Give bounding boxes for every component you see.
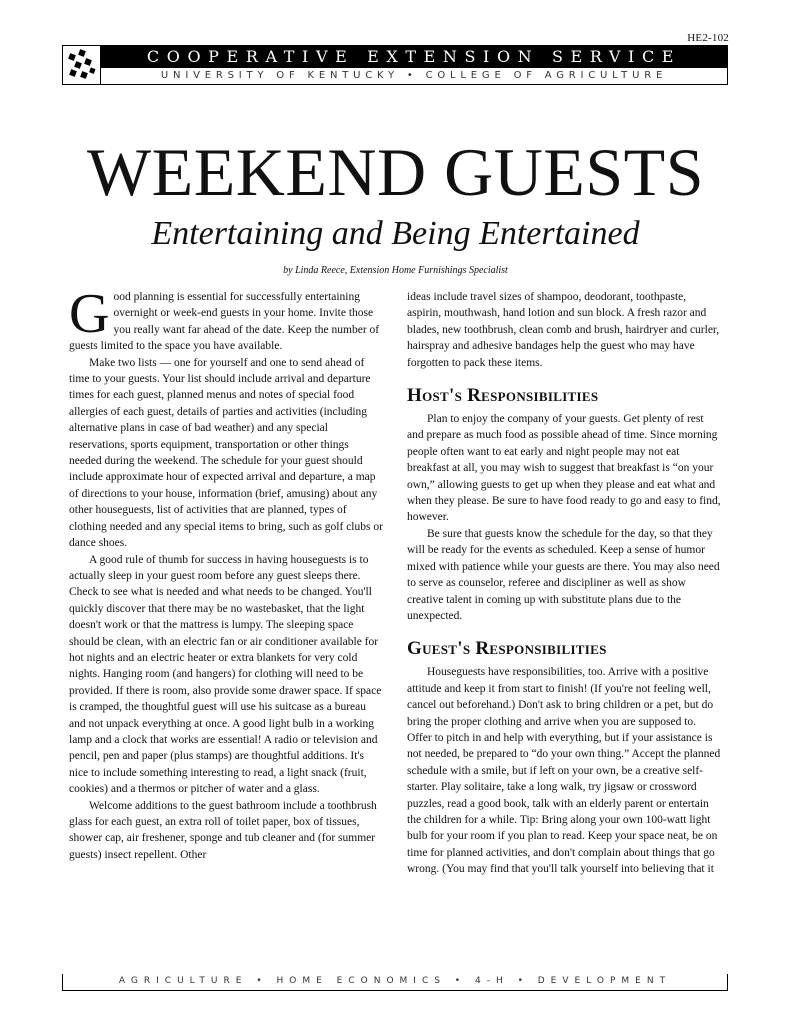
footer <box>62 974 728 991</box>
footer-text: AGRICULTURE • HOME ECONOMICS • 4-H • DEVELOPMENT <box>118 976 672 986</box>
paragraph: Houseguests have responsibilities, too. Arrive with a positive attitude and keep it from start to finish! (If you're not feeling well, cancel out beforehand.) Don't ask to bring children or a pet, but do bring the proper clothing and arrive when you are supposed to. Offer to pitch in and help with everything, but if your assistance is not needed, be prepared to “do your own thing.” Accept the planned schedule with a smile, but if left on your own, be a creative self-starter. Play solitaire, take a long walk, try jigsaw or crossword puzzles, read a good book, talk with an elderly parent or entertain the children for a while. Tip: Bring along your own 100-watt light bulb for your room if you plan to read. Keep your space neat, be on time for planned activities, and don't complain about things that go wrong. (You may find that you'll talk yourself into believing that it <box>407 666 721 876</box>
document-id: HE2-102 <box>687 32 729 44</box>
paragraph: A good rule of thumb for success in having houseguests is to actually sleep in your guest room before any guest sleeps there. Check to see what is needed and what needs to be changed. You'll quickly discover that there may be no wastebasket, that the light doesn't work or that the mattress is lumpy. The sleeping space should be clean, with an electric fan or air conditioner available for hot nights and an electric heater or extra blankets for very cold nights. Hanging room (and hangers) for clothing will need to be provided. If there is room, also provide some drawer space. If space is cramped, the thoughtful guest will use his suitcase as a bureau and not unpack everything at once. A good light bulb in a working lamp and a clock that works are essential! A radio or television and pencil, pen and paper (plus stamps) are thoughtful additions. It's nice to include something interesting to read, a light snack (fruit, cookies) and a thermos or pitcher of water and a glass. <box>69 553 382 796</box>
section-heading-guest: Guest's Responsibilities <box>407 638 607 660</box>
paragraph: ideas include travel sizes of shampoo, deodorant, toothpaste, aspirin, mouthwash, hand lotion and sun block. A fresh razor and blades, new toothbrush, clean comb and brush, hairdryer and curler, hairspray and adhesive bandages help the guest who may have forgotten to pack these items. <box>407 291 720 369</box>
paragraph-text: ood planning is essential for successfully entertaining overnight or week-end guests in your home. Invite those you really want far ahead of the date. Keep the number of guests limited to the space you have available. <box>69 291 380 353</box>
drop-cap: G <box>69 283 110 345</box>
left-column <box>69 283 383 863</box>
university-seal-icon <box>63 46 101 84</box>
page-title: WEEKEND GUESTS <box>86 134 705 210</box>
paragraph: Be sure that guests know the schedule for the day, so that they will be ready for the events as scheduled. Keep a sense of humor mixed with patience while your guests are there. You may also need to serve as counselor, referee and discipliner as well as show creative talent in coming up with substitute plans due to the unexpected. <box>407 527 720 622</box>
paragraph: Welcome additions to the guest bathroom include a toothbrush glass for each guest, an extra roll of toilet paper, box of tissues, shower cap, air freshener, sponge and tub cleaner and (for summer guests) insect repellent. Other <box>69 799 377 861</box>
paragraph <box>69 283 383 355</box>
page-subtitle: Entertaining and Being Entertained <box>151 215 640 252</box>
paragraph: Plan to enjoy the company of your guests. Get plenty of rest and prepare as much food as possible ahead of time. Since morning people often want to eat early and night people may not eat breakfast at all, you may wish to suggest that breakfast is “on your own,” allowing guests to get up when they please and eat what and when they please. Be sure to have food ready to go and easy to find, however. <box>407 413 721 524</box>
paragraph: Make two lists — one for yourself and one to send ahead of time to your guests. Your list should include arrival and departure times for each guest, planned menus and notes of special food allergies of each guest, details of parties and activities (including alternative plans in case of bad weather) and any special reservations, sports equipment, transportation or other things needed during the weekend. The schedule for your guest should include approximate hour of expected arrival and departure, a map of directions to your house, information (brief, amusing) about any other houseguests, list of activities that are planned, types of clothing needed and any special items to bring, such as golf clubs or dance shoes. <box>69 356 383 550</box>
masthead-title: COOPERATIVE EXTENSION SERVICE <box>101 46 727 68</box>
section-heading-host: Host's Responsibilities <box>407 385 599 407</box>
masthead <box>62 45 728 85</box>
right-column <box>407 289 723 878</box>
masthead-subtitle: UNIVERSITY OF KENTUCKY • COLLEGE OF AGRICULTURE <box>160 70 668 81</box>
byline: by Linda Reece, Extension Home Furnishings Specialist <box>283 265 508 276</box>
